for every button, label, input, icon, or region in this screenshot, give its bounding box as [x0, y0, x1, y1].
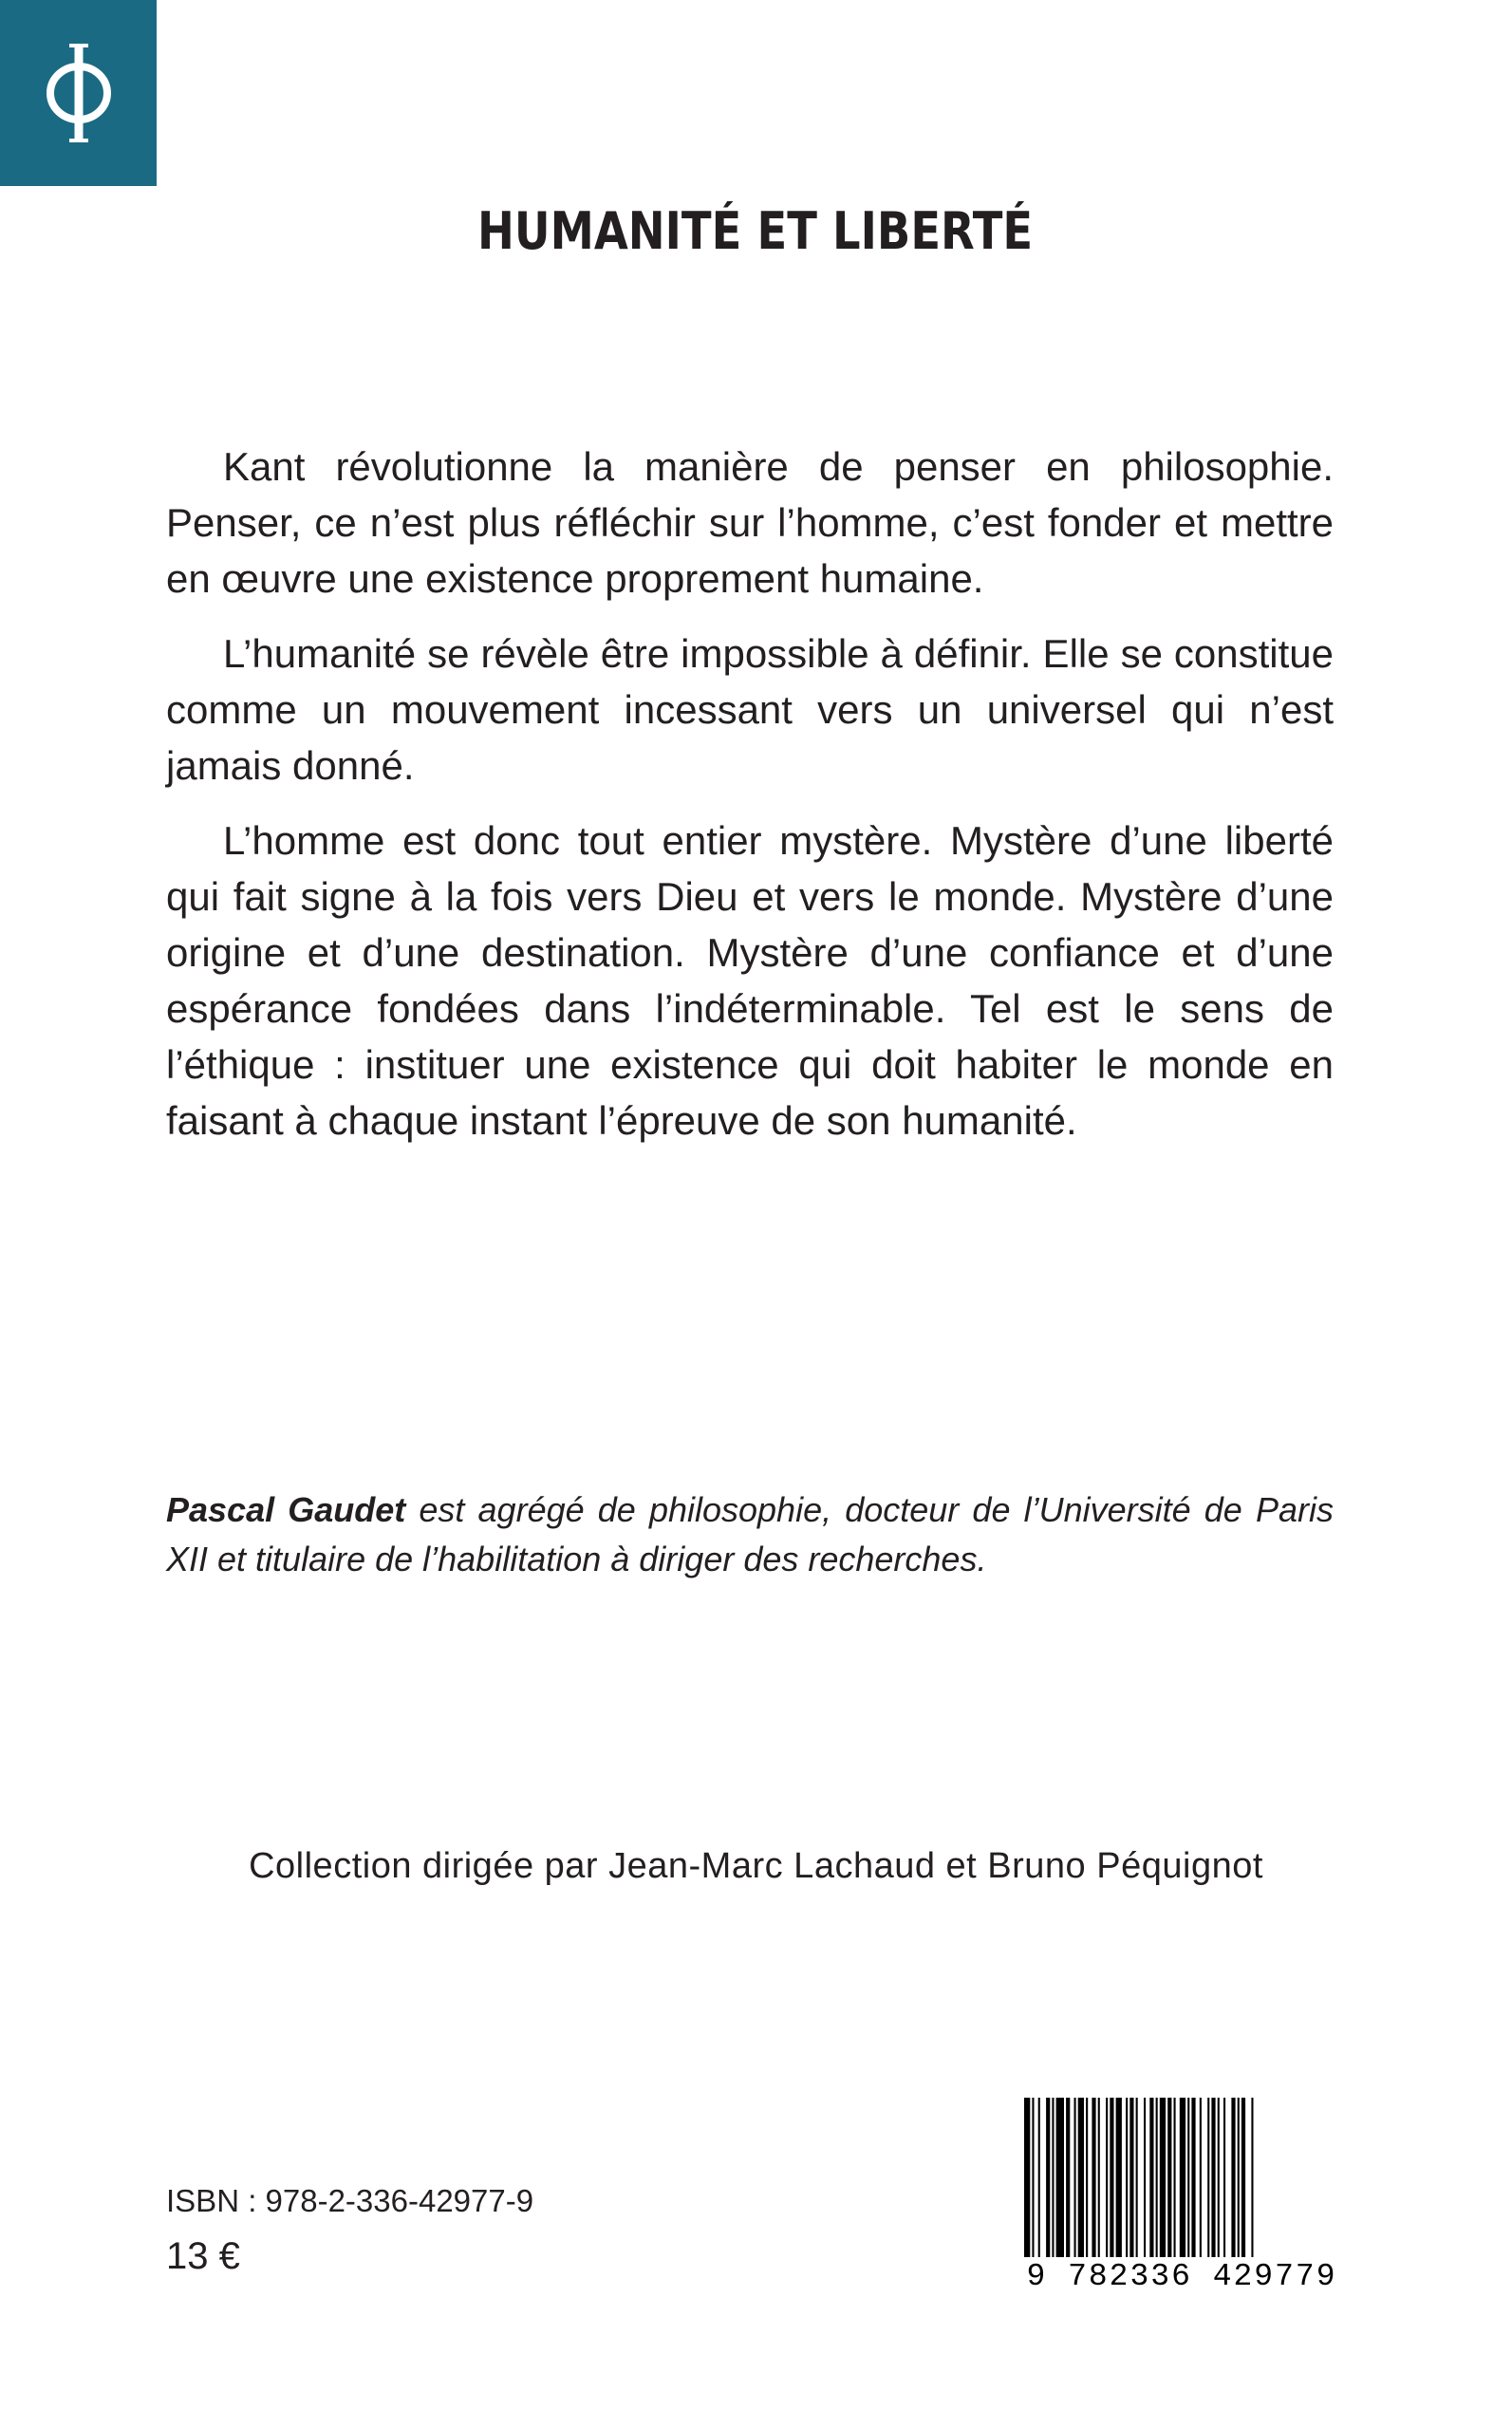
barcode-bar	[1238, 2098, 1240, 2257]
barcode-bar	[1174, 2098, 1176, 2257]
barcode-bar	[1038, 2098, 1040, 2257]
barcode-bar	[1167, 2098, 1171, 2257]
blurb-paragraph: L’humanité se révèle être impossible à définir. Elle se constitue comme un mouvement incessant vers un universel qui n’est jamais donné.	[166, 631, 1334, 788]
barcode-bar	[1110, 2098, 1113, 2257]
barcode-bar	[1191, 2098, 1195, 2257]
barcode-bar	[1116, 2098, 1122, 2257]
barcode-bar	[1046, 2098, 1050, 2257]
barcode-bar	[1056, 2098, 1064, 2257]
barcode	[1020, 2098, 1343, 2297]
collection-credit: Collection dirigée par Jean-Marc Lachaud et Bruno Péquignot	[249, 1846, 1263, 1886]
barcode-bar	[1032, 2098, 1034, 2257]
author-name: Pascal Gaudet	[166, 1490, 406, 1529]
barcode-bar	[1106, 2098, 1108, 2257]
book-blurb	[166, 439, 1334, 1167]
barcode-bar	[1066, 2098, 1070, 2257]
barcode-bar	[1218, 2098, 1220, 2257]
barcode-bar	[1241, 2098, 1245, 2257]
price: 13 €	[166, 2235, 240, 2277]
barcode-bar	[1223, 2098, 1225, 2257]
barcode-bar	[1149, 2098, 1153, 2257]
barcode-bar	[1024, 2098, 1030, 2257]
barcode-bar	[1092, 2098, 1095, 2257]
barcode-bar	[1231, 2098, 1235, 2257]
barcode-bar	[1136, 2098, 1138, 2257]
barcode-bar	[1200, 2098, 1202, 2257]
blurb-paragraph: Kant révolutionne la manière de penser en philosophie. Penser, ce n’est plus réfléchir sur l’homme, c’est fonder et mettre en œuvre une existence proprement humaine.	[166, 444, 1334, 601]
barcode-bar	[1126, 2098, 1128, 2257]
barcode-bar	[1160, 2098, 1166, 2257]
blurb-paragraph: L’homme est donc tout entier mystère. Mystère d’une liberté qui fait signe à la fois vers Dieu et vers le monde. Mystère d’une origine et d’une destination. Mystère d’une confiance et d’une espérance fondées dans l’indéterminable. Tel est le sens de l’éthique : instituer une existence qui doit habiter le monde en faisant à chaque instant l’épreuve de son humanité.	[166, 818, 1334, 1143]
author-bio	[166, 1485, 1334, 1584]
isbn: ISBN : 978-2-336-42977-9	[166, 2183, 534, 2218]
barcode-bar	[1129, 2098, 1133, 2257]
barcode-bar	[1251, 2098, 1253, 2257]
barcode-bar	[1180, 2098, 1185, 2257]
book-title: HUMANITÉ ET LIBERTÉ	[477, 201, 1034, 261]
barcode-bar	[1052, 2098, 1054, 2257]
barcode-bar	[1086, 2098, 1088, 2257]
publisher-logo	[0, 0, 157, 186]
barcode-bar	[1156, 2098, 1158, 2257]
barcode-bar	[1074, 2098, 1076, 2257]
barcode-digits: 9 782336 429779	[1026, 2259, 1337, 2294]
barcode-bar	[1098, 2098, 1100, 2257]
barcode-bar	[1211, 2098, 1215, 2257]
barcode-bar	[1207, 2098, 1209, 2257]
phi-icon	[31, 31, 126, 155]
barcode-bar	[1078, 2098, 1084, 2257]
barcode-bar	[1144, 2098, 1146, 2257]
author-bio-text: est agrégé de philosophie, docteur de l’Université de Paris XII et titulaire de l’habilitation à diriger des recherches.	[166, 1490, 1334, 1578]
barcode-bars	[1020, 2098, 1343, 2257]
barcode-bar	[1187, 2098, 1189, 2257]
